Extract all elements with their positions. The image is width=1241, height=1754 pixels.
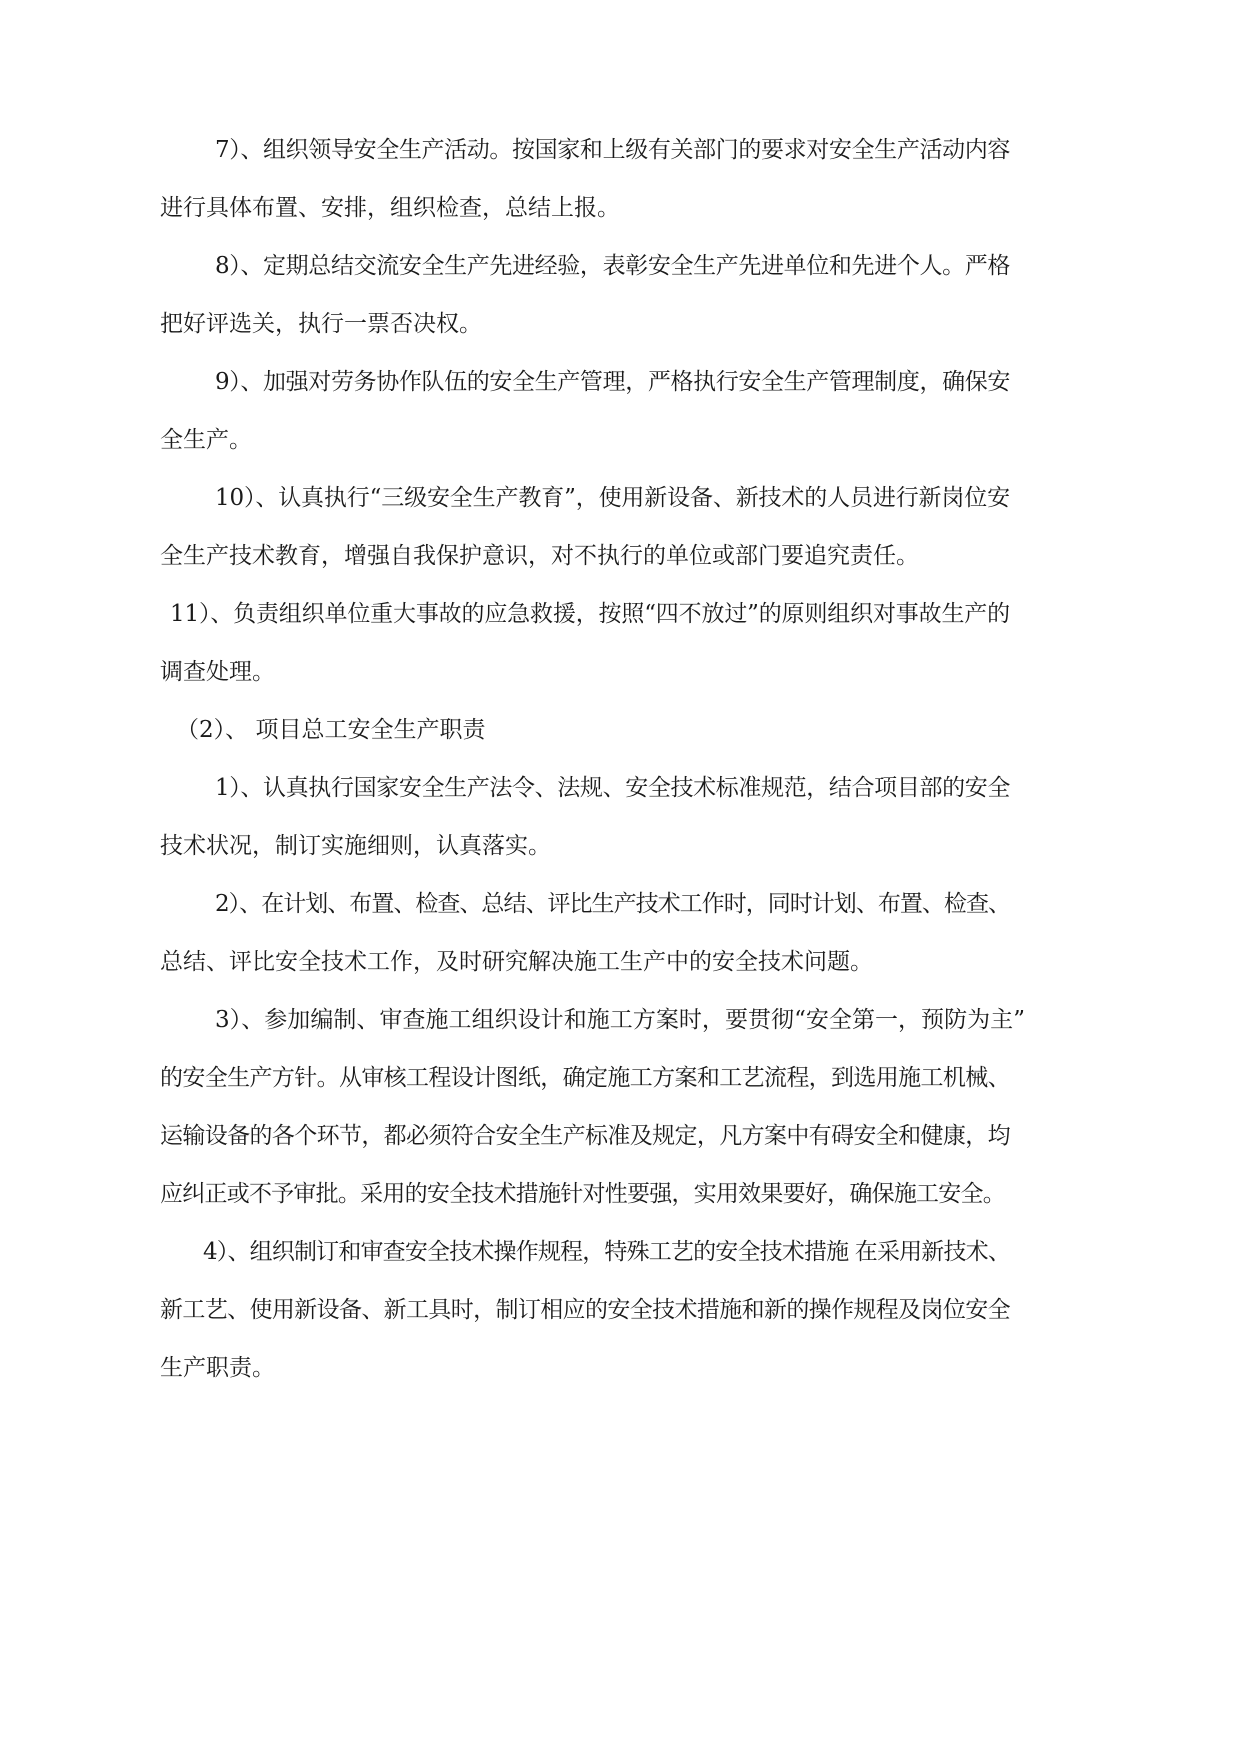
item-2-line-1: 2）、在计划、布置、检查、总结、评比生产技术工作时，同时计划、布置、检查、 (215, 891, 1010, 917)
item-3-line-3: 运输设备的各个环节，都必须符合安全生产标准及规定，凡方案中有碍安全和健康，均 (160, 1123, 1011, 1149)
paragraph-8-line-1: 8）、定期总结交流安全生产先进经验，表彰安全生产先进单位和先进个人。严格 (215, 253, 1010, 279)
item-3-line-4: 应纠正或不予审批。采用的安全技术措施针对性要强，实用效果要好，确保施工安全。 (160, 1181, 1006, 1207)
item-3-line-1: 3）、参加编制、审查施工组织设计和施工方案时，要贯彻“安全第一，预防为主” (215, 1007, 1025, 1033)
item-1-line-1: 1）、认真执行国家安全生产法令、法规、安全技术标准规范，结合项目部的安全 (215, 775, 1010, 801)
paragraph-9-line-1: 9）、加强对劳务协作队伍的安全生产管理，严格执行安全生产管理制度，确保安 (215, 369, 1010, 395)
item-4-line-3: 生产职责。 (160, 1355, 275, 1381)
paragraph-9-line-2: 全生产。 (160, 427, 252, 453)
paragraph-7-line-2: 进行具体布置、安排，组织检查，总结上报。 (160, 195, 620, 221)
section-heading: （2）、 项目总工安全生产职责 (176, 717, 486, 743)
item-4-line-2: 新工艺、使用新设备、新工具时，制订相应的安全技术措施和新的操作规程及岗位安全 (160, 1297, 1011, 1323)
paragraph-11-line-1: 11）、负责组织单位重大事故的应急救援，按照“四不放过”的原则组织对事故生产的 (170, 601, 1010, 627)
paragraph-10-line-1: 10）、认真执行“三级安全生产教育”，使用新设备、新技术的人员进行新岗位安 (215, 485, 1010, 511)
paragraph-7-line-1: 7）、组织领导安全生产活动。按国家和上级有关部门的要求对安全生产活动内容 (215, 137, 1010, 163)
paragraph-10-line-2: 全生产技术教育，增强自我保护意识，对不执行的单位或部门要追究责任。 (160, 543, 919, 569)
item-1-line-2: 技术状况，制订实施细则，认真落实。 (160, 833, 551, 859)
item-3-line-2: 的安全生产方针。从审核工程设计图纸，确定施工方案和工艺流程，到选用施工机械、 (160, 1065, 1011, 1091)
paragraph-8-line-2: 把好评选关，执行一票否决权。 (160, 311, 482, 337)
paragraph-11-line-2: 调查处理。 (160, 659, 275, 685)
item-4-line-1: 4）、组织制订和审查安全技术操作规程，特殊工艺的安全技术措施 在采用新技术、 (203, 1239, 1010, 1265)
item-2-line-2: 总结、评比安全技术工作，及时研究解决施工生产中的安全技术问题。 (160, 949, 873, 975)
